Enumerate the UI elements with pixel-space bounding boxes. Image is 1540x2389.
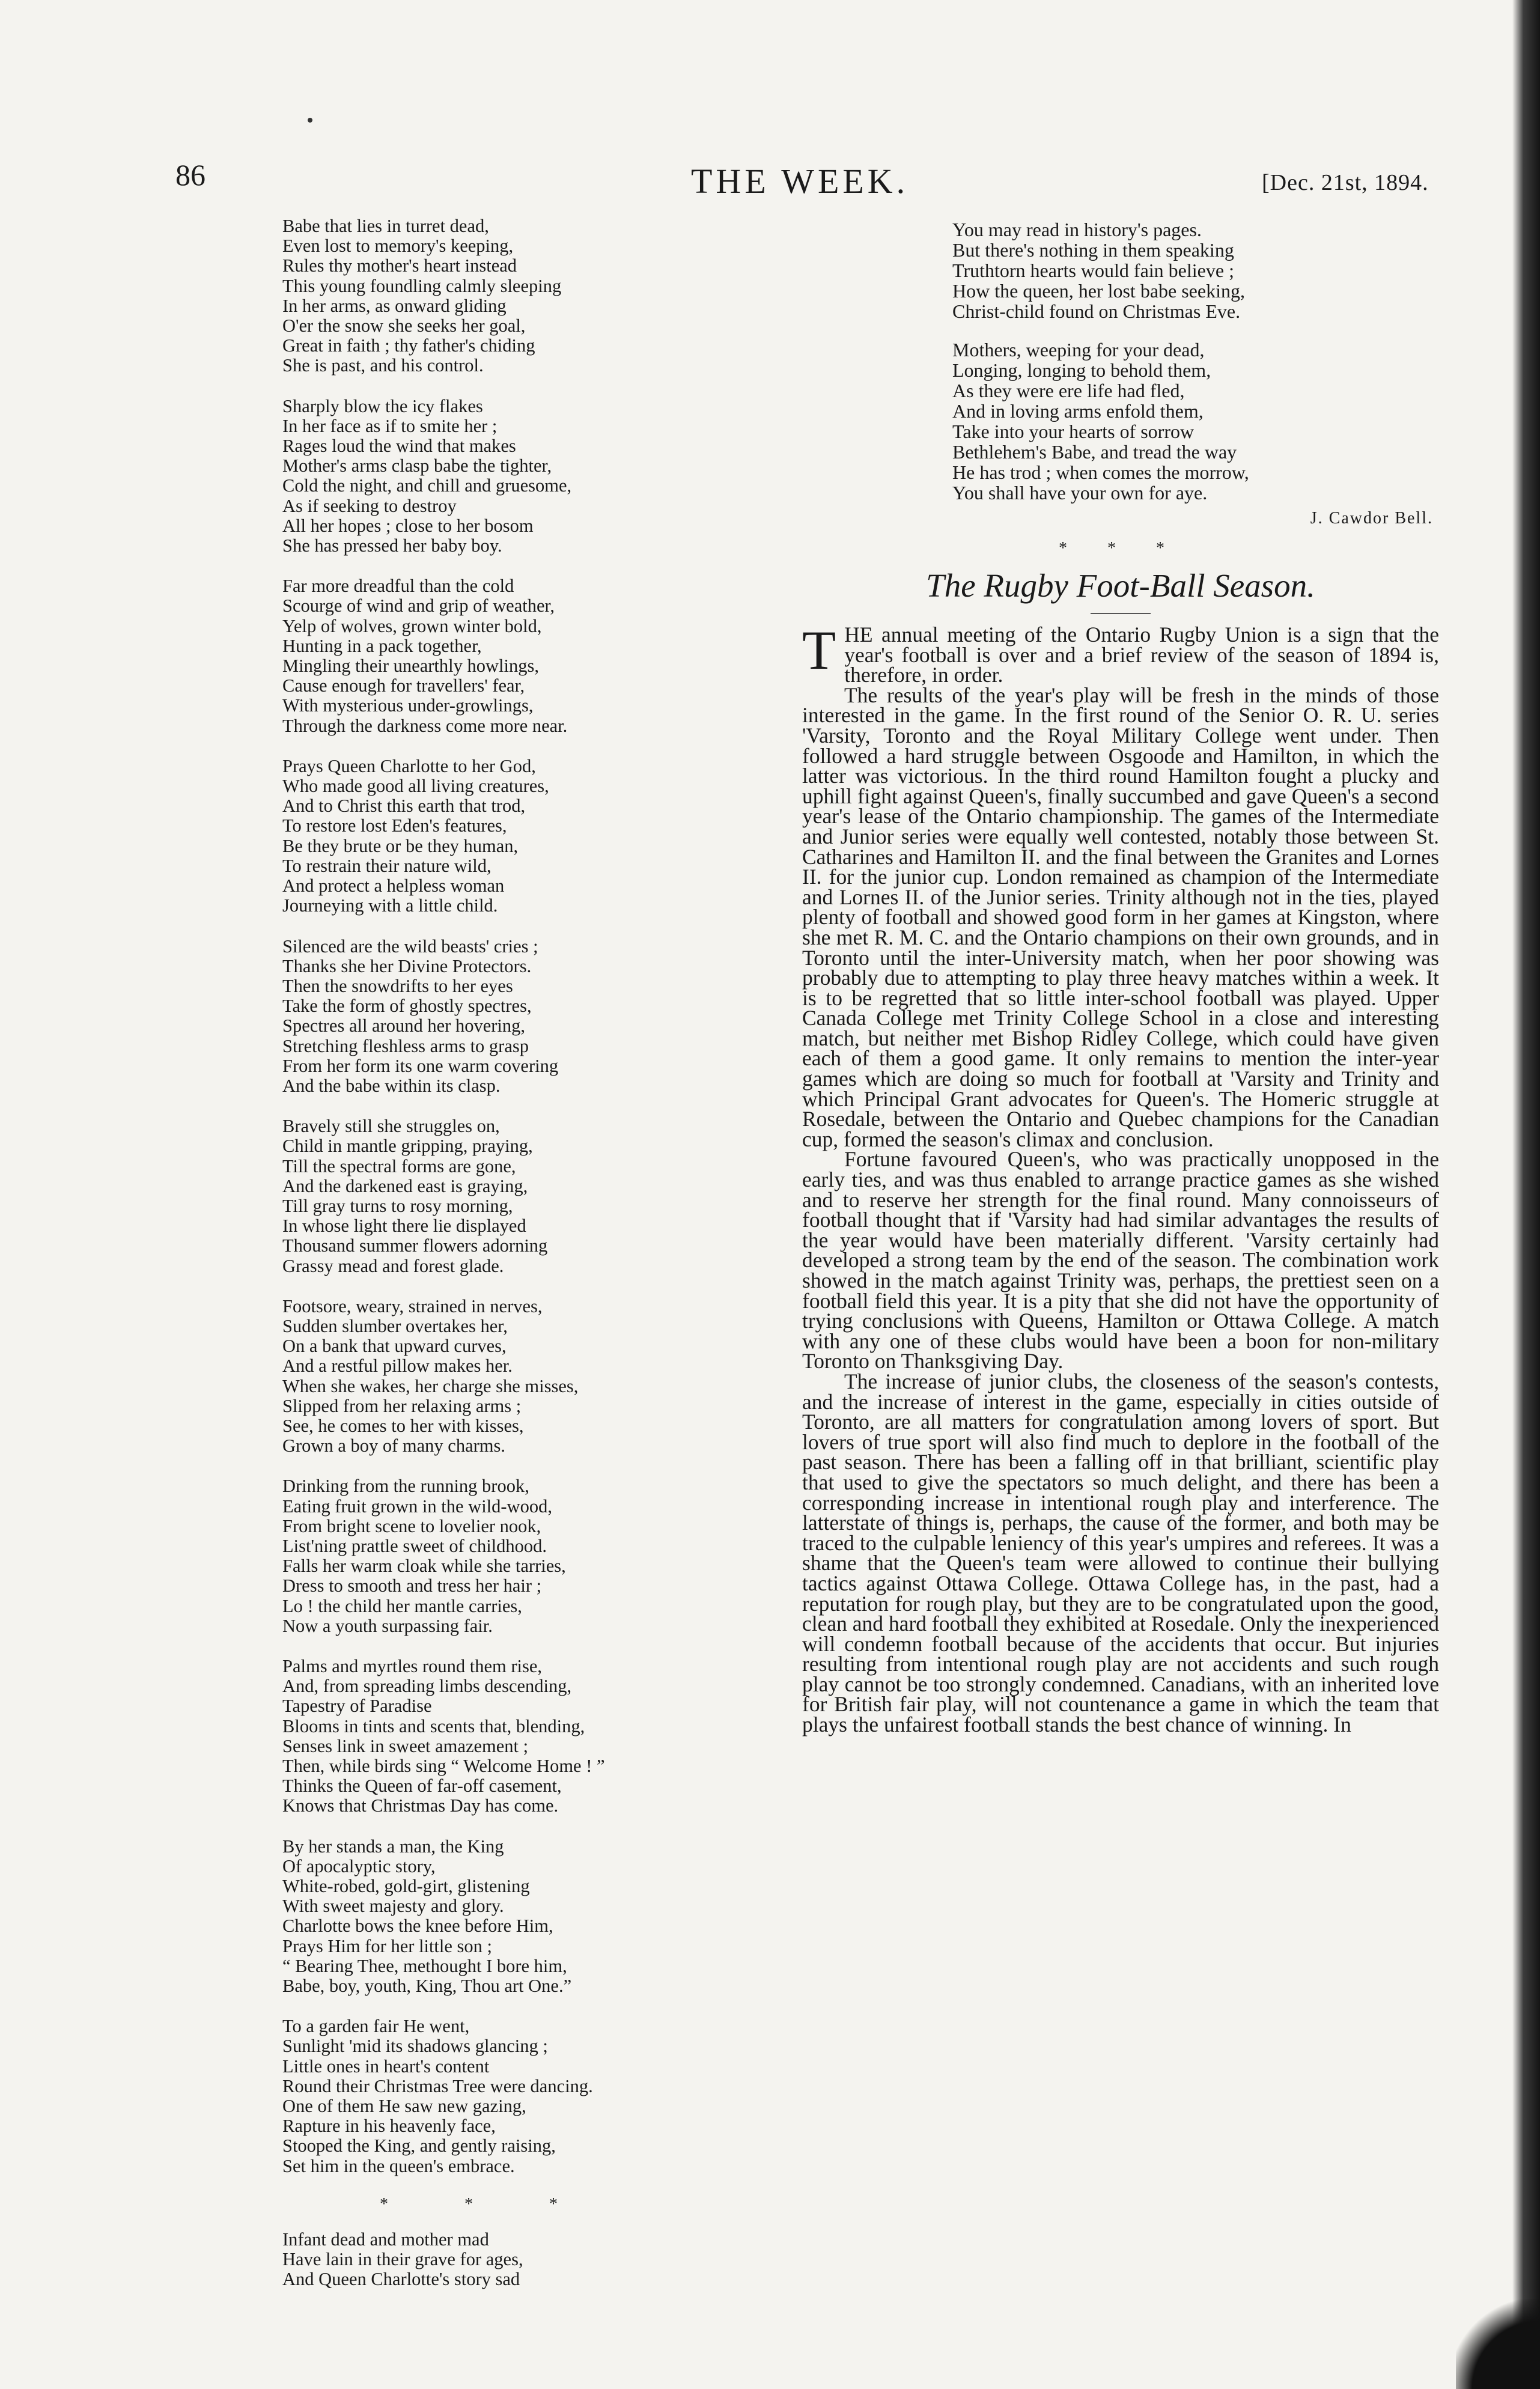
verse-line: And in loving arms enfold them, [952, 400, 1204, 422]
verse-line: Mingling their unearthly howlings, [282, 656, 539, 677]
poem-stanza [282, 576, 691, 736]
verse-line: And the darkened east is graying, [282, 1175, 528, 1196]
poem-stanza [282, 1116, 691, 1276]
verse-line: Babe, boy, youth, King, Thou art One.” [282, 1976, 572, 1997]
verse-line: Who made good all living creatures, [282, 776, 549, 797]
verse-line: From her form its one warm covering [282, 1055, 559, 1076]
verse-line: Infant dead and mother mad [282, 2229, 489, 2250]
verse-line: You shall have your own for aye. [952, 482, 1208, 504]
poem-stanza [282, 756, 691, 916]
verse-line: Child in mantle gripping, praying, [282, 1136, 533, 1157]
verse-line: Round their Christmas Tree were dancing. [282, 2075, 593, 2096]
verse-line: Take the form of ghostly spectres, [282, 996, 532, 1017]
verse-line: Slipped from her relaxing arms ; [282, 1395, 522, 1416]
verse-line: And the babe within its clasp. [282, 1075, 501, 1096]
verse-line: But there's nothing in them speaking [952, 239, 1234, 261]
verse-line: He has trod ; when comes the morrow, [952, 461, 1249, 483]
verse-line: See, he comes to her with kisses, [282, 1415, 524, 1436]
stanza-separator: * * * [380, 2194, 594, 2214]
scan-corner-shadow [1456, 2299, 1540, 2389]
verse-line: She has pressed her baby boy. [282, 535, 502, 556]
verse-line: Of apocalyptic story, [282, 1855, 436, 1876]
paragraph-text: The results of the year's play will be fresh in the minds of those interested in the game. In the first round of the Senior O. R. U. series 'Varsity, Toronto and the Royal Military College went under. Then followed a hard struggle between Osgoode and Hamilton, in which the latter was victorious. In the third round Hamilton fought a plucky and uphill fight against Queen's, finally succumbed and gave Queen's a second year's lease of the Ontario championship. The games of the Intermediate and Junior series were equally well contested, notably those between St. Catharines and Hamilton II. and the final between the Granites and Lornes II. for the junior cup. London remained as champion of the Intermediate and Lornes II. of the Junior series. Trinity although not in the ties, played plenty of football and showed good form in her games at Kingston, where she met R. M. C. and the Ontario champions on their own grounds, and in Toronto until the inter-University match, when her poor showing was probably due to attempting to play three heavy matches within a week. It is to be regretted that so little inter-school football was played. Upper Canada College met Trinity College School in a close and interesting match, but neither met Bishop Ridley College, which could have given each of them a good game. It only remains to mention the inter-year games which are doing so much for football at 'Varsity and Trinity and which Principal Grant advocates for Queen's. The Homeric struggle at Rosedale, between the Ontario and Quebec champions for the Canadian cup, formed the season's climax and conclusion. [802, 683, 1439, 1151]
verse-line: Thousand summer flowers adorning [282, 1235, 548, 1256]
verse-line: Longing, longing to behold them, [952, 359, 1211, 381]
verse-line: To restrain their nature wild, [282, 855, 492, 876]
verse-line: Footsore, weary, strained in nerves, [282, 1295, 543, 1316]
verse-line: Blooms in tints and scents that, blending, [282, 1715, 585, 1736]
verse-line: Grown a boy of many charms. [282, 1435, 505, 1456]
verse-line: To a garden fair He went, [282, 2016, 470, 2037]
article-paragraph [802, 1369, 1439, 1737]
verse-line: All her hopes ; close to her bosom [282, 515, 534, 536]
verse-line: Cold the night, and chill and gruesome, [282, 475, 572, 496]
verse-line: Knows that Christmas Day has come. [282, 1795, 559, 1816]
verse-line: Little ones in heart's content [282, 2056, 490, 2077]
verse-line: How the queen, her lost babe seeking, [952, 280, 1245, 302]
verse-line: Spectres all around her hovering, [282, 1015, 525, 1036]
paragraph-text: Fortune favoured Queen's, who was practically unopposed in the early ties, and was thus enabled to arrange practice games as she wished and to reserve her strength for the final round. Many connoisseurs of football thought that if 'Varsity had had similar advantages the results of the year would have been materially different. 'Varsity certainly had developed a strong team by the end of the season. The combination work showed in the match against Trinity was, perhaps, the prettiest seen on a football field this year. It is a pity that she did not have the opportunity of trying conclusions with Queens, Hamilton or Ottawa College. A match with any one of these clubs would have been a boon for non-military Toronto on Thanksgiving Day. [802, 1147, 1439, 1374]
verse-line: In her face as if to smite her ; [282, 415, 498, 436]
verse-line: She is past, and his control. [282, 355, 484, 376]
verse-line: Sharply blow the icy flakes [282, 395, 483, 416]
poem-stanza [282, 1837, 691, 1997]
article-paragraph [802, 683, 1439, 1151]
verse-line: Even lost to memory's keeping, [282, 236, 514, 257]
right-column [802, 219, 1439, 1735]
verse-line: And a restful pillow makes her. [282, 1356, 513, 1377]
paragraph-text: HE annual meeting of the Ontario Rugby Union is a sign that the year's football is over and a brief review of the season of 1894 is, therefore, in order. [844, 622, 1439, 687]
verse-line: Far more dreadful than the cold [282, 576, 514, 597]
verse-line: Rules thy mother's heart instead [282, 255, 517, 276]
verse-line: When she wakes, her charge she misses, [282, 1375, 579, 1396]
poem-stanza [282, 937, 691, 1097]
page-number: 86 [175, 158, 205, 192]
page-header [0, 157, 1502, 199]
poem-stanza [282, 1476, 691, 1636]
verse-line: Scourge of wind and grip of weather, [282, 595, 555, 616]
verse-line: This young foundling calmly sleeping [282, 275, 562, 296]
verse-line: Mother's arms clasp babe the tighter, [282, 455, 552, 476]
verse-line: White-robed, gold-girt, glistening [282, 1876, 530, 1897]
verse-line: Prays Queen Charlotte to her God, [282, 755, 536, 776]
verse-line: Rages loud the wind that makes [282, 436, 516, 457]
verse-line: On a bank that upward curves, [282, 1336, 507, 1357]
article-paragraph [802, 1149, 1439, 1372]
verse-line: As they were ere life had fled, [952, 380, 1185, 401]
verse-line: Thinks the Queen of far-off casement, [282, 1776, 562, 1797]
poem-signature: J. Cawdor Bell. [1310, 509, 1433, 528]
verse-line: Yelp of wolves, grown winter bold, [282, 615, 542, 636]
article-paragraph [802, 619, 1439, 687]
verse-line: Then the snowdrifts to her eyes [282, 975, 513, 996]
verse-line: Grassy mead and forest glade. [282, 1255, 504, 1276]
verse-line: Then, while birds sing “ Welcome Home ! ” [282, 1756, 605, 1777]
issue-date: [Dec. 21st, 1894. [1262, 170, 1429, 195]
poem-stanza [282, 1297, 691, 1456]
verse-line: And protect a helpless woman [282, 875, 505, 896]
verse-line: Charlotte bows the knee before Him, [282, 1916, 553, 1937]
verse-line: Till the spectral forms are gone, [282, 1155, 516, 1176]
drop-cap: T [802, 619, 836, 681]
verse-line: Dress to smooth and tress her hair ; [282, 1575, 542, 1596]
verse-line: Stretching fleshless arms to grasp [282, 1035, 529, 1056]
verse-line: Silenced are the wild beasts' cries ; [282, 936, 538, 957]
verse-line: By her stands a man, the King [282, 1836, 504, 1857]
verse-line: As if seeking to destroy [282, 495, 457, 516]
verse-line: Set him in the queen's embrace. [282, 2155, 515, 2176]
verse-line: Tapestry of Paradise [282, 1696, 432, 1717]
verse-line: To restore lost Eden's features, [282, 815, 507, 836]
poem-conclusion [952, 219, 1439, 503]
verse-line: One of them He saw new gazing, [282, 2096, 526, 2117]
poem-stanza [282, 2230, 691, 2290]
verse-line: Stooped the King, and gently raising, [282, 2135, 556, 2156]
verse-line: Senses link in sweet amazement ; [282, 1735, 529, 1756]
verse-line: Till gray turns to rosy morning, [282, 1195, 513, 1216]
verse-line: Babe that lies in turret dead, [282, 216, 489, 236]
verse-line: Sunlight 'mid its shadows glancing ; [282, 2036, 548, 2057]
scan-speck [308, 118, 312, 123]
verse-line: Bethlehem's Babe, and tread the way [952, 441, 1237, 463]
verse-line: Take into your hearts of sorrow [952, 421, 1195, 442]
verse-line: Journeying with a little child. [282, 895, 498, 916]
poem-stanza [282, 2016, 691, 2176]
article-title: The Rugby Foot-Ball Season. [926, 567, 1315, 604]
verse-line: Be they brute or be they human, [282, 835, 519, 856]
verse-line: Mothers, weeping for your dead, [952, 339, 1205, 361]
verse-line: Lo ! the child her mantle carries, [282, 1595, 522, 1616]
verse-line: In her arms, as onward gliding [282, 295, 507, 316]
verse-line: And, from spreading limbs descending, [282, 1676, 572, 1697]
left-column-poem [282, 216, 691, 2310]
verse-line: You may read in history's pages. [952, 219, 1202, 240]
verse-line: Have lain in their grave for ages, [282, 2249, 523, 2270]
verse-line: Eating fruit grown in the wild-wood, [282, 1496, 552, 1517]
poem-stanza [952, 219, 1439, 321]
poem-stanza [282, 397, 691, 556]
poem-stanza [282, 216, 691, 376]
verse-line: Sudden slumber overtakes her, [282, 1315, 508, 1336]
verse-line: Prays Him for her little son ; [282, 1935, 493, 1956]
verse-line: Hunting in a pack together, [282, 635, 482, 656]
verse-line: Through the darkness come more near. [282, 715, 568, 736]
verse-line: Palms and myrtles round them rise, [282, 1656, 543, 1676]
verse-line: Cause enough for travellers' fear, [282, 675, 525, 696]
verse-line: O'er the snow she seeks her goal, [282, 315, 526, 336]
masthead-title: THE WEEK. [691, 162, 909, 201]
verse-line: Now a youth surpassing fair. [282, 1615, 493, 1636]
title-rule [1091, 613, 1151, 614]
verse-line: List'ning prattle sweet of childhood. [282, 1535, 547, 1556]
poem-stanza [952, 339, 1439, 503]
verse-line: Truthtorn hearts would fain believe ; [952, 260, 1234, 281]
verse-line: Christ-child found on Christmas Eve. [952, 300, 1241, 322]
verse-line: Drinking from the running brook, [282, 1476, 529, 1497]
verse-line: Rapture in his heavenly face, [282, 2116, 496, 2137]
verse-line: Great in faith ; thy father's chiding [282, 335, 535, 356]
verse-line: From bright scene to lovelier nook, [282, 1515, 541, 1536]
verse-line: Thanks she her Divine Protectors. [282, 955, 532, 976]
verse-line: Falls her warm cloak while she tarries, [282, 1556, 566, 1577]
verse-line: And to Christ this earth that trod, [282, 796, 526, 817]
section-asterisms: * * * [1059, 539, 1182, 558]
article-body [802, 619, 1439, 1737]
poem-stanza [282, 1657, 691, 1816]
verse-line: And Queen Charlotte's story sad [282, 2269, 520, 2290]
scan-edge-shadow [1512, 0, 1540, 2389]
verse-line: “ Bearing Thee, methought I bore him, [282, 1955, 567, 1976]
verse-line: Bravely still she struggles on, [282, 1116, 500, 1137]
paragraph-text: The increase of junior clubs, the closeness of the season's contests, and the increase of interest in the game, especially in cities outside of Toronto, are all matters for congratulation among lovers of sport. But lovers of true sport will also find much to deplore in the football of the past season. There has been a falling off in that brilliant, scientific play that used to give the spectators so much delight, and there has been a corresponding increase in intentional rough play and interference. The latterstate of things is, perhaps, the cause of the former, and both may be traced to the culpable leniency of this year's umpires and referees. It was a shame that the Queen's team were allowed to continue their bullying tactics against Ottawa College. Ottawa College has, in the past, had a reputation for rough play, but they are to be congratulated upon the good, clean and hard football they exhibited at Rosedale. Only the inexperienced will condemn football because of the accidents that occur. But injuries resulting from intentional rough play are not accidents and such rough play cannot be too strongly condemned. Canadians, with an inherited love for British fair play, will not countenance a game in which the team that plays the unfairest football stands the best chance of winning. In [802, 1369, 1439, 1737]
verse-line: With sweet majesty and glory. [282, 1896, 504, 1917]
verse-line: With mysterious under-growlings, [282, 695, 534, 716]
verse-line: In whose light there lie displayed [282, 1216, 526, 1237]
